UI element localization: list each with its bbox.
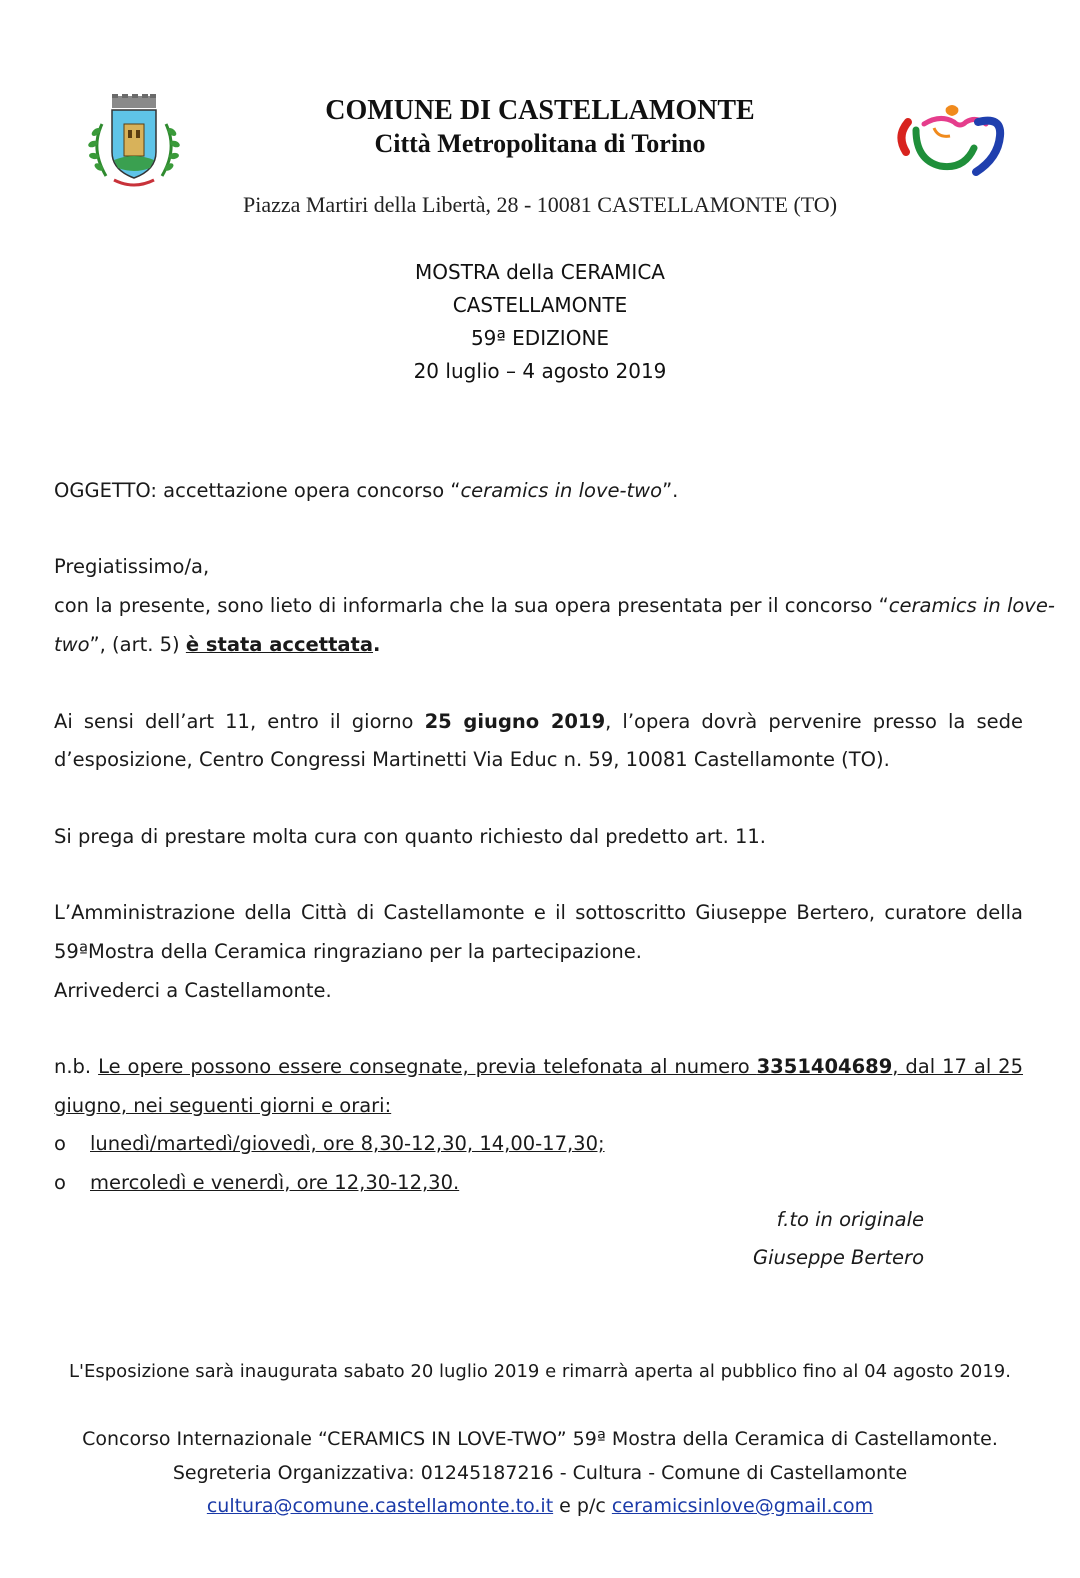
para1-contest-a: ceramics in love- <box>888 594 1055 617</box>
para1-line-1 <box>54 594 1055 617</box>
para2-part-1 <box>54 710 1023 733</box>
note-underlined <box>98 1055 1023 1078</box>
email-link-cultura[interactable]: cultura@comune.castellamonte.to.it <box>206 1495 554 1517</box>
subject-contest-name: ceramics in love-two <box>460 479 663 502</box>
greeting: Pregiatissimo/a, <box>54 555 210 578</box>
para1-contest-b: two <box>54 633 90 656</box>
para2-line-2: d’esposizione, Centro Congressi Martinetti Via Educ n. 59, 10081 Castellamonte (TO). <box>54 748 890 771</box>
title-line-1: MOSTRA della CERAMICA <box>415 260 665 284</box>
title-line-3: 59ª EDIZIONE <box>470 326 610 350</box>
signature-name: Giuseppe Bertero <box>753 1246 924 1269</box>
para1-line-2 <box>54 633 380 656</box>
bullet-marker-2: o <box>54 1171 66 1194</box>
footer-contest-info: Concorso Internazionale “CERAMICS IN LOVE-TWO” 59ª Mostra della Ceramica di Castellamonte. <box>82 1428 998 1450</box>
footer-emails <box>0 1495 1080 1517</box>
para4-line-3: Arrivederci a Castellamonte. <box>54 979 332 1002</box>
title-line-2: CASTELLAMONTE <box>452 293 628 317</box>
para2-text-a1: Ai sensi dell’art 11, entro il giorno <box>54 710 425 733</box>
note-text-a1: Le opere possono essere consegnate, previa telefonata al numero <box>98 1055 757 1078</box>
signature-note: f.to in originale <box>776 1208 924 1231</box>
footer-opening-info: L'Esposizione sarà inaugurata sabato 20 luglio 2019 e rimarrà aperta al pubblico fino al 04 agosto 2019. <box>69 1361 1011 1382</box>
bullet-marker-1: o <box>54 1132 66 1155</box>
accepted-status: è stata accettata <box>185 633 374 656</box>
delivery-deadline: 25 giugno 2019 <box>424 710 606 733</box>
para4-line-1: L’Amministrazione della Città di Castellamonte e il sottoscritto Giuseppe Bertero, curatore della <box>54 901 1023 924</box>
note-text-a2: , dal 17 al 25 <box>892 1055 1023 1078</box>
email-link-ceramicsinlove[interactable]: ceramicsinlove@gmail.com <box>611 1495 874 1517</box>
municipality-name: COMUNE DI CASTELLAMONTE <box>325 95 755 126</box>
para1-end: . <box>373 633 381 656</box>
subject-line <box>54 479 678 502</box>
note-line-2: giugno, nei seguenti giorni e orari: <box>54 1094 392 1117</box>
title-line-4: 20 luglio – 4 agosto 2019 <box>413 359 667 383</box>
subject-prefix: OGGETTO: accettazione opera concorso “ <box>54 479 461 502</box>
municipality-address: Piazza Martiri della Libertà, 28 - 10081 CASTELLAMONTE (TO) <box>242 192 838 217</box>
para2-text-a2: , l’opera dovrà pervenire presso la sede <box>605 710 1024 733</box>
schedule-item-2: mercoledì e venerdì, ore 12,30-12,30. <box>90 1171 460 1194</box>
para1-text-b: ”, (art. 5) <box>89 633 186 656</box>
footer-secretariat: Segreteria Organizzativa: 01245187216 - Cultura - Comune di Castellamonte <box>172 1462 908 1484</box>
schedule-item-1: lunedì/martedì/giovedì, ore 8,30-12,30, 14,00-17,30; <box>90 1132 605 1155</box>
para3: Si prega di prestare molta cura con quanto richiesto dal predetto art. 11. <box>54 825 766 848</box>
para2-line-1 <box>54 710 1023 733</box>
para4-line-2: 59ªMostra della Ceramica ringraziano per la partecipazione. <box>54 940 642 963</box>
metropolitan-city: Città Metropolitana di Torino <box>374 129 706 158</box>
phone-number: 3351404689 <box>756 1055 893 1078</box>
exhibition-title <box>0 256 1080 388</box>
note-line-1 <box>54 1055 1023 1078</box>
email-joiner: e p/c <box>553 1495 612 1517</box>
subject-suffix: ”. <box>662 479 679 502</box>
note-prefix: n.b. <box>54 1055 99 1078</box>
para1-text-a: con la presente, sono lieto di informarla che la sua opera presentata per il concorso “ <box>54 594 889 617</box>
